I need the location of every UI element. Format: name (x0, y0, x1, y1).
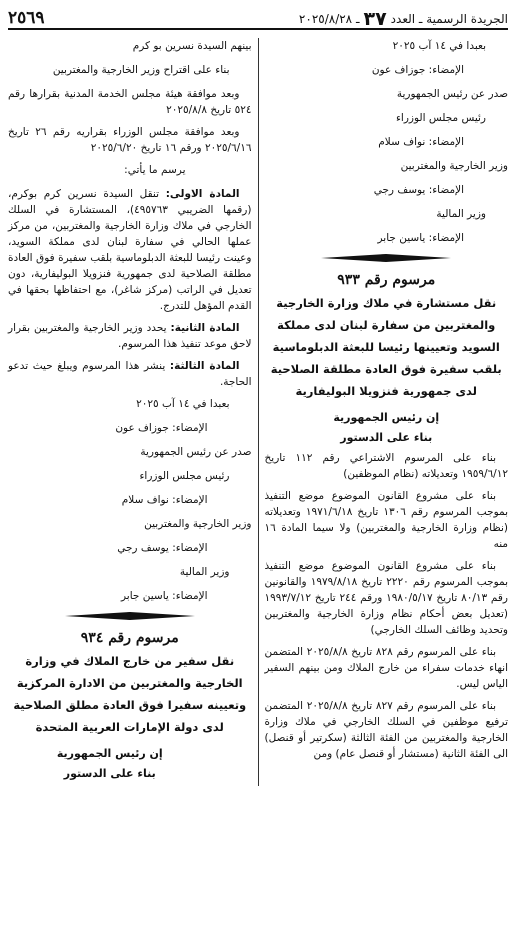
decree-934-heading: نقل سفير من خارج الملاك في وزارة الخارجية والمغتربين من الادارة المركزية وتعيينه سفيرا فوق العادة مطلق الصلاحية لدى دولة الإمارات العربية المتحدة (13, 654, 247, 734)
article-2-label: المادة الثانية: (170, 322, 240, 334)
page-header (8, 6, 508, 30)
decree-933-paragraph: بناء على المرسوم الاشتراعي رقم ١١٢ تاريخ ١٩٥٩/٦/١٢ وتعديلاته (نظام الموظفين) (264, 452, 508, 480)
signature-fin: الإمضاء: ياسين جابر (121, 590, 208, 602)
signature-fin: الإمضاء: ياسين جابر (377, 232, 464, 244)
section-separator (8, 612, 252, 620)
signature-pm: الإمضاء: نواف سلام (121, 494, 208, 506)
fin-title: وزير المالية (179, 566, 230, 578)
article-2 (8, 320, 252, 352)
article-2-text: يحدد وزير الخارجية والمغتربين بقرار لاحق موعد تنفيذ هذا المرسوم. (8, 322, 252, 350)
journal-masthead (299, 10, 508, 28)
issue-number: ٣٧ (363, 8, 387, 30)
decree-933-heading: نقل مستشارة في ملاك وزارة الخارجية والمغتربين من سفارة لبنان لدى مملكة السويد وتعيينها رئيسا للبعثة الدبلوماسية بلقب سفيرة فوق العادة مطلقة الصلاحية لدى جمهورية فنزويلا البوليفارية (270, 296, 502, 398)
issued-from: صدر عن رئيس الجمهورية (140, 446, 252, 458)
fin-title: وزير المالية (436, 208, 486, 220)
pm-title: رئيس مجلس الوزراء (395, 112, 486, 124)
pm-title: رئيس مجلس الوزراء (139, 470, 230, 482)
issued-from: صدر عن رئيس الجمهورية (396, 88, 508, 100)
decree-933-paragraph: بناء على مشروع القانون الموضوع موضع التنفيذ بموجب المرسوم رقم ١٣٠٦ تاريخ ١٩٧١/٦/١٨ وتعديلاته (نظام وزارة الخارجية والمغتربين) ولا سيما المادة ١٦ منه (264, 490, 508, 550)
left-column (8, 38, 259, 786)
decree-933-paragraph: بناء على المرسوم رقم ٨٢٨ تاريخ ٢٠٢٥/٨/٨ المتضمن انهاء خدمات سفراء من خارج الملاك ومن بينهم السفير الياس ليس. (264, 646, 508, 690)
decree-934-president: إن رئيس الجمهورية (56, 747, 163, 760)
signoff-date: بعبدا في ١٤ آب ٢٠٢٥ (392, 40, 486, 52)
journal-name: الجريدة الرسمية ـ العدد (390, 12, 508, 26)
article-3-text: ينشر هذا المرسوم ويبلغ حيث تدعو الحاجة. (8, 360, 252, 388)
article-3-label: المادة الثالثة: (169, 360, 240, 372)
signature-fm: الإمضاء: يوسف رجي (373, 184, 464, 196)
decree-934-based-constitution: بناء على الدستور (63, 767, 156, 780)
article-1-label: المادة الاولى: (165, 188, 240, 200)
approval-paragraph: وبعد موافقة مجلس الوزراء بقراريه رقم ٢٦ تاريخ ٢٠٢٥/٦/١٦ ورقم ١٦ تاريخ ٢٠٢٥/٦/٢٠ (8, 126, 252, 154)
page-number: ٢٥٦٩ (8, 8, 45, 28)
fm-title: وزير الخارجية والمغتربين (400, 160, 508, 172)
decree-933-paragraph: بناء على مشروع القانون الموضوع موضع التنفيذ بموجب المرسوم رقم ٢٢٢٠ تاريخ ١٩٧٩/٨/١٨ والقانونين رقم ٨٠/١٣ تاريخ ١٩٨٠/٥/١٧ ورقم ٢٤٤ تاريخ ١٩٩٣/٧/١٢ (تعديل بعض أحكام نظام وزارة الخارجية والمغتربين وتحديد وظائف السلك الخارجي) (264, 560, 509, 636)
article-1 (8, 186, 252, 314)
right-column (259, 38, 509, 786)
approval-paragraph: وبعد موافقة هيئة مجلس الخدمة المدنية بقرارها رقم ٥٢٤ تاريخ ٢٠٢٥/٨/٨ (8, 88, 252, 116)
issue-date: ـ ٢٠٢٥/٨/٢٨ (298, 12, 360, 26)
two-column-body (8, 38, 508, 786)
proposal-line: بناء على اقتراح وزير الخارجية والمغتربين (52, 64, 230, 76)
signature-president: الإمضاء: جوزاف عون (371, 64, 464, 76)
signature-president: الإمضاء: جوزاف عون (115, 422, 208, 434)
fm-title: وزير الخارجية والمغتربين (144, 518, 252, 530)
decree-933-paragraph: بناء على المرسوم رقم ٨٢٧ تاريخ ٢٠٢٥/٨/٨ المتضمن ترفيع موظفين في السلك الخارجي في ملاك وزارة الخارجية والمغتربين من الفئة الثالثة (سكرتير أو قنصل) الى الفئة الثانية (مستشار أو قنصل عام) ومن (264, 700, 508, 760)
signature-pm: الإمضاء: نواف سلام (378, 136, 464, 148)
decrees-line: يرسم ما يأتي: (124, 164, 186, 176)
article-3 (8, 358, 252, 390)
signature-fm: الإمضاء: يوسف رجي (117, 542, 208, 554)
decree-934-title: مرسوم رقم ٩٣٤ (80, 630, 179, 646)
section-separator (265, 254, 509, 262)
decree-933-president: إن رئيس الجمهورية (333, 411, 440, 424)
decree-933-title: مرسوم رقم ٩٣٣ (337, 272, 436, 288)
continued-line: بينهم السيدة نسرين بو كرم (132, 40, 252, 52)
decree-933-based-constitution: بناء على الدستور (340, 431, 433, 444)
article-1-text: تنقل السيدة نسرين كرم بوكرم، (رقمها الضريبي ٤٩٥٧٦٣)، المستشارة في السلك الخارجي في ملاك وزارة الخارجية والمغتربين، من مركز عملها الحالي في سفارة لبنان لدى مملكة السويد، وعينت رئيسا للبعثة الدبلوماسية بلقب سفيرة فوق العادة مطلقة الصلاحية لدى جمهورية فنزويلا البوليفارية، دون تعديل في الراتب (مركز شاغر)، مع احتفاظها بحقها في القدم المؤهل للتدرج. (8, 188, 252, 312)
signoff-date: بعبدا في ١٤ آب ٢٠٢٥ (136, 398, 230, 410)
